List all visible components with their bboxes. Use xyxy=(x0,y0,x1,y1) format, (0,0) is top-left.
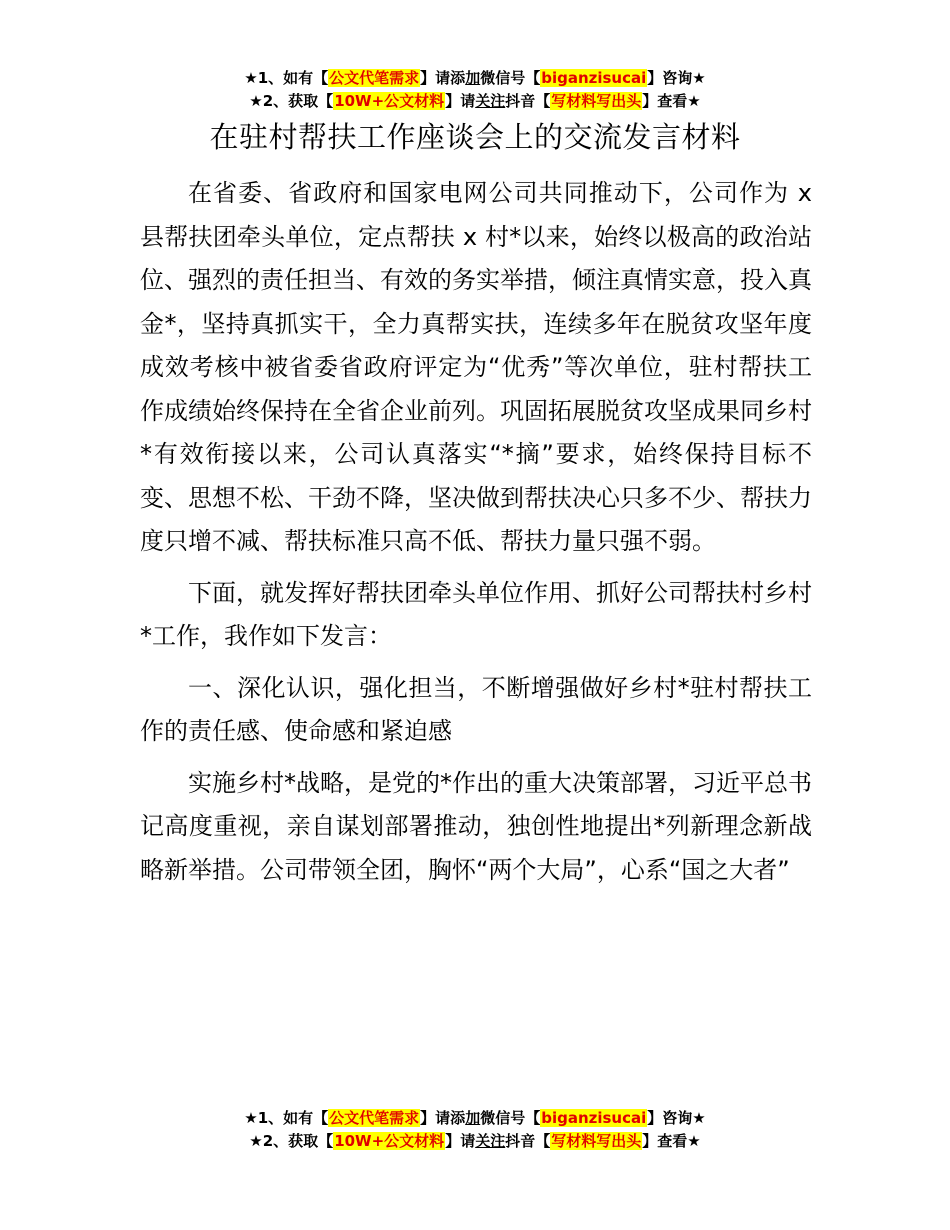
paragraph: 在省委、省政府和国家电网公司共同推动下，公司作为 x 县帮扶团牵头单位，定点帮扶 x 村*以来，始终以极高的政治站位、强烈的责任担当、有效的务实举措，倾注真情实意，投入真金*，坚持真抓实干，全力真帮实扶，连续多年在脱贫攻坚年度成效考核中被省委省政府评定为“优秀”等次单位，驻村帮扶工作成绩始终保持在全省企业前列。巩固拓展脱贫攻坚成果同乡村*有效衔接以来，公司认真落实“*摘”要求，始终保持目标不变、思想不松、干劲不降，坚决做到帮扶决心只多不少、帮扶力度只增不减、帮扶标准只高不低、帮扶力量只强不弱。 xyxy=(140,179,812,555)
section-heading: 一、深化认识，强化担当，不断增强做好乡村*驻村帮扶工作的责任感、使命感和紧迫感 xyxy=(140,673,812,745)
document-body xyxy=(140,172,812,892)
promo-text: ★2、获取【 xyxy=(249,1132,334,1150)
promo-highlight: 10W+公文材料 xyxy=(334,1132,445,1150)
promo-highlight: 10W+公文材料 xyxy=(334,92,445,110)
promo-text: 抖音【 xyxy=(505,1132,551,1150)
promo-line-2 xyxy=(0,1130,950,1153)
promo-highlight: 公文代笔需求 xyxy=(329,1109,420,1127)
promo-text: 】请添 xyxy=(420,1109,466,1127)
promo-text: ★1、如有【 xyxy=(244,69,329,87)
promo-underlined: 加 xyxy=(465,1109,481,1127)
promo-highlight: biganzisucai xyxy=(541,1109,647,1127)
promo-line-1 xyxy=(0,1107,950,1130)
promo-text: 微信号【 xyxy=(480,69,541,87)
promo-text: ★1、如有【 xyxy=(244,1109,329,1127)
promo-text: 】查看★ xyxy=(642,92,701,110)
promo-text: 】咨询★ xyxy=(647,69,706,87)
promo-highlight: biganzisucai xyxy=(541,69,647,87)
paragraph: 实施乡村*战略，是党的*作出的重大决策部署，习近平总书记高度重视，亲自谋划部署推动，独创性地提出*列新理念新战略新举措。公司带领全团，胸怀“两个大局”，心系“国之大者” xyxy=(140,768,812,884)
promo-underlined: 关注 xyxy=(475,92,506,110)
header-promo-banner xyxy=(0,67,950,113)
promo-text: 】请 xyxy=(445,1132,476,1150)
promo-highlight: 写材料写出头 xyxy=(551,1132,642,1150)
promo-text: 】咨询★ xyxy=(647,1109,706,1127)
promo-text: 微信号【 xyxy=(480,1109,541,1127)
promo-text: 】请添 xyxy=(420,69,466,87)
promo-line-2 xyxy=(0,90,950,113)
promo-underlined: 加 xyxy=(465,69,481,87)
footer-promo-banner xyxy=(0,1107,950,1153)
promo-text: 】查看★ xyxy=(642,1132,701,1150)
document-title: 在驻村帮扶工作座谈会上的交流发言材料 xyxy=(209,120,741,154)
promo-text: 抖音【 xyxy=(505,92,551,110)
paragraph: 下面，就发挥好帮扶团牵头单位作用、抓好公司帮扶村乡村*工作，我作如下发言： xyxy=(140,578,812,650)
promo-highlight: 公文代笔需求 xyxy=(329,69,420,87)
promo-underlined: 关注 xyxy=(475,1132,506,1150)
promo-highlight: 写材料写出头 xyxy=(551,92,642,110)
promo-text: ★2、获取【 xyxy=(249,92,334,110)
promo-text: 】请 xyxy=(445,92,476,110)
promo-line-1 xyxy=(0,67,950,90)
